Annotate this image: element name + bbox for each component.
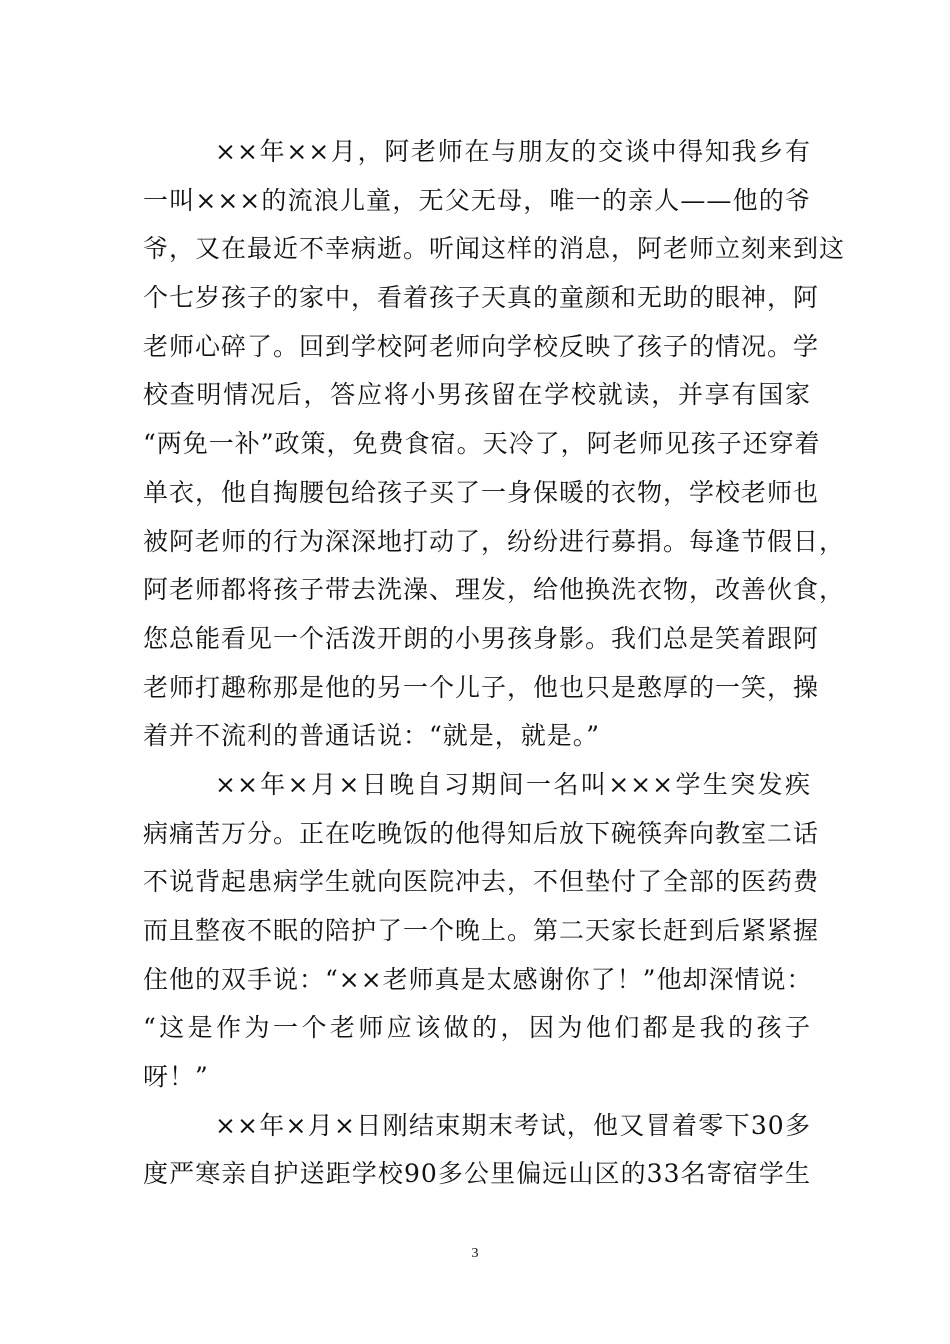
text-line: “两免一补”政策，免费食宿。天冷了，阿老师见孩子还穿着 <box>143 429 821 459</box>
text-line: 住他的双手说：“××老师真是太感谢你了！”他却深情说： <box>143 964 813 994</box>
text-line: 您总能看见一个活泼开朗的小男孩身影。我们总是笑着跟阿 <box>143 623 820 653</box>
text-line: “这是作为一个老师应该做的，因为他们都是我的孩子 <box>143 1013 811 1043</box>
text-line: ××年×月×日晚自习期间一名叫×××学生突发疾 <box>215 769 811 799</box>
text-line: 而且整夜不眠的陪护了一个晚上。第二天家长赶到后紧紧握 <box>143 916 820 945</box>
text-line: 呀！” <box>143 1062 209 1092</box>
text-line: 单衣，他自掏腰包给孩子买了一身保暖的衣物，学校老师也 <box>143 477 820 507</box>
paragraph <box>143 128 846 761</box>
text-line: 阿老师都将孩子带去洗澡、理发，给他换洗衣物，改善伙食， <box>143 575 846 605</box>
paragraph <box>143 1102 811 1199</box>
text-line: 一叫×××的流浪儿童，无父无母，唯一的亲人——他的爷 <box>143 185 811 215</box>
text-line: ××年××月，阿老师在与朋友的交谈中得知我乡有 <box>215 137 811 166</box>
paragraph <box>143 761 820 1102</box>
text-line: 老师心碎了。回到学校阿老师向学校反映了孩子的情况。学 <box>143 331 820 361</box>
text-line: 爷，又在最近不幸病逝。听闻这样的消息，阿老师立刻来到这 <box>143 234 846 264</box>
text-line: 校查明情况后，答应将小男孩留在学校就读，并享有国家 <box>143 380 811 410</box>
page-number: 3 <box>471 1246 479 1261</box>
text-line: 着并不流利的普通话说：“就是，就是。” <box>143 721 601 751</box>
body-text <box>143 128 846 1199</box>
text-line: 老师打趣称那是他的另一个儿子，他也只是憨厚的一笑，操 <box>143 672 820 702</box>
text-line: 个七岁孩子的家中，看着孩子天真的童颜和无助的眼神，阿 <box>143 283 820 313</box>
text-line: ××年×月×日刚结束期末考试，他又冒着零下30多 <box>215 1110 811 1140</box>
text-line: 病痛苦万分。正在吃晚饭的他得知后放下碗筷奔向教室二话 <box>143 818 820 848</box>
text-line: 度严寒亲自护送距学校90多公里偏远山区的33名寄宿学生 <box>143 1159 811 1189</box>
text-line: 不说背起患病学生就向医院冲去，不但垫付了全部的医药费 <box>143 867 820 897</box>
text-line: 被阿老师的行为深深地打动了，纷纷进行募捐。每逢节假日， <box>143 526 846 556</box>
